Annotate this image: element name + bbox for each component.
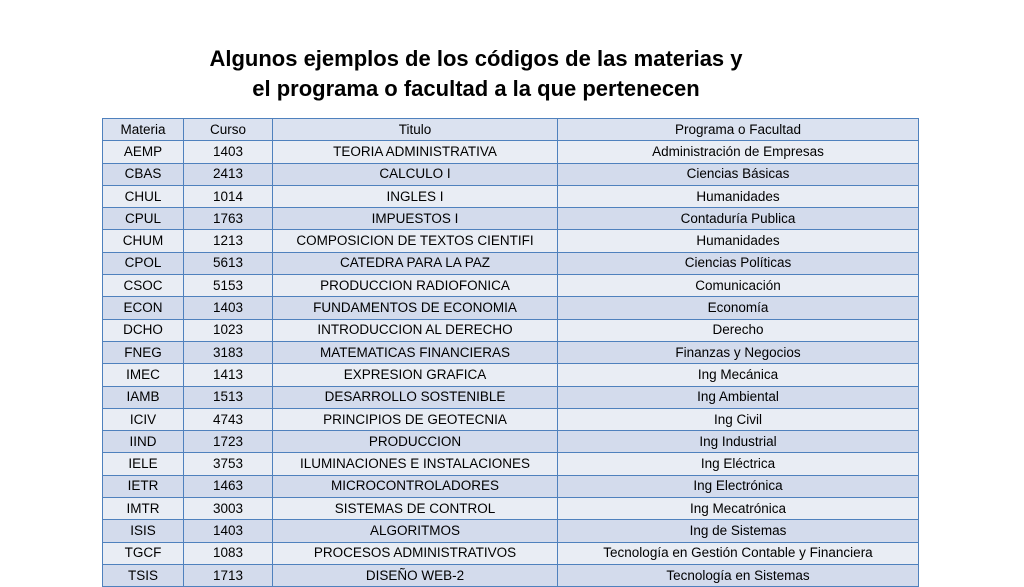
cell-titulo: SISTEMAS DE CONTROL: [273, 498, 558, 520]
cell-programa: Tecnología en Sistemas: [558, 564, 919, 586]
cell-programa: Ciencias Básicas: [558, 163, 919, 185]
cell-programa: Derecho: [558, 319, 919, 341]
cell-materia: CPUL: [103, 208, 184, 230]
cell-materia: ICIV: [103, 408, 184, 430]
cell-programa: Economía: [558, 297, 919, 319]
column-header-curso: Curso: [184, 119, 273, 141]
cell-curso: 1403: [184, 520, 273, 542]
cell-curso: 4743: [184, 408, 273, 430]
cell-titulo: IMPUESTOS I: [273, 208, 558, 230]
table-row: [103, 431, 919, 453]
cell-titulo: FUNDAMENTOS DE ECONOMIA: [273, 297, 558, 319]
cell-curso: 1413: [184, 364, 273, 386]
cell-materia: DCHO: [103, 319, 184, 341]
cell-titulo: DISEÑO WEB-2: [273, 564, 558, 586]
cell-programa: Ing Mecatrónica: [558, 498, 919, 520]
cell-materia: TGCF: [103, 542, 184, 564]
cell-programa: Administración de Empresas: [558, 141, 919, 163]
cell-materia: CHUL: [103, 185, 184, 207]
cell-programa: Tecnología en Gestión Contable y Financiera: [558, 542, 919, 564]
cell-programa: Ing Civil: [558, 408, 919, 430]
cell-curso: 1403: [184, 141, 273, 163]
table-row: [103, 230, 919, 252]
cell-materia: IAMB: [103, 386, 184, 408]
cell-materia: CSOC: [103, 275, 184, 297]
cell-programa: Ing Eléctrica: [558, 453, 919, 475]
table-row: [103, 498, 919, 520]
cell-programa: Comunicación: [558, 275, 919, 297]
cell-titulo: PRODUCCION RADIOFONICA: [273, 275, 558, 297]
cell-curso: 2413: [184, 163, 273, 185]
table-row: [103, 520, 919, 542]
course-codes-table: [102, 118, 919, 587]
cell-programa: Ing Ambiental: [558, 386, 919, 408]
cell-programa: Ing Industrial: [558, 431, 919, 453]
cell-programa: Ing de Sistemas: [558, 520, 919, 542]
table-row: [103, 297, 919, 319]
table-row: [103, 341, 919, 363]
cell-curso: 1403: [184, 297, 273, 319]
table-row: [103, 386, 919, 408]
column-header-programa: Programa o Facultad: [558, 119, 919, 141]
cell-programa: Humanidades: [558, 230, 919, 252]
cell-curso: 1213: [184, 230, 273, 252]
cell-materia: IMEC: [103, 364, 184, 386]
table-row: [103, 408, 919, 430]
cell-titulo: CALCULO I: [273, 163, 558, 185]
cell-curso: 3183: [184, 341, 273, 363]
cell-materia: TSIS: [103, 564, 184, 586]
slide-title: [0, 44, 952, 104]
cell-materia: IETR: [103, 475, 184, 497]
cell-programa: Ing Electrónica: [558, 475, 919, 497]
table-row: [103, 319, 919, 341]
table-row: [103, 185, 919, 207]
table-row: [103, 475, 919, 497]
cell-materia: ISIS: [103, 520, 184, 542]
cell-curso: 1723: [184, 431, 273, 453]
slide-title-line-2: el programa o facultad a la que pertenecen: [252, 76, 700, 101]
cell-titulo: MICROCONTROLADORES: [273, 475, 558, 497]
cell-titulo: MATEMATICAS FINANCIERAS: [273, 341, 558, 363]
cell-programa: Ing Mecánica: [558, 364, 919, 386]
table-row: [103, 141, 919, 163]
cell-materia: CBAS: [103, 163, 184, 185]
cell-curso: 1023: [184, 319, 273, 341]
cell-titulo: CATEDRA PARA LA PAZ: [273, 252, 558, 274]
cell-materia: IELE: [103, 453, 184, 475]
cell-materia: AEMP: [103, 141, 184, 163]
table-header-row: [103, 119, 919, 141]
cell-curso: 3003: [184, 498, 273, 520]
cell-titulo: ALGORITMOS: [273, 520, 558, 542]
cell-curso: 5153: [184, 275, 273, 297]
cell-programa: Contaduría Publica: [558, 208, 919, 230]
cell-programa: Humanidades: [558, 185, 919, 207]
cell-titulo: PROCESOS ADMINISTRATIVOS: [273, 542, 558, 564]
cell-curso: 1083: [184, 542, 273, 564]
cell-titulo: DESARROLLO SOSTENIBLE: [273, 386, 558, 408]
cell-titulo: EXPRESION GRAFICA: [273, 364, 558, 386]
cell-curso: 1014: [184, 185, 273, 207]
table-row: [103, 275, 919, 297]
cell-materia: CHUM: [103, 230, 184, 252]
table-body: [103, 141, 919, 587]
column-header-materia: Materia: [103, 119, 184, 141]
cell-programa: Ciencias Políticas: [558, 252, 919, 274]
cell-curso: 1713: [184, 564, 273, 586]
cell-curso: 1463: [184, 475, 273, 497]
cell-titulo: COMPOSICION DE TEXTOS CIENTIFI: [273, 230, 558, 252]
cell-materia: CPOL: [103, 252, 184, 274]
cell-titulo: PRODUCCION: [273, 431, 558, 453]
column-header-titulo: Titulo: [273, 119, 558, 141]
cell-curso: 5613: [184, 252, 273, 274]
table-row: [103, 163, 919, 185]
cell-curso: 3753: [184, 453, 273, 475]
cell-titulo: ILUMINACIONES E INSTALACIONES: [273, 453, 558, 475]
table-row: [103, 542, 919, 564]
cell-programa: Finanzas y Negocios: [558, 341, 919, 363]
cell-curso: 1763: [184, 208, 273, 230]
cell-curso: 1513: [184, 386, 273, 408]
cell-materia: IMTR: [103, 498, 184, 520]
cell-titulo: INTRODUCCION AL DERECHO: [273, 319, 558, 341]
table-row: [103, 208, 919, 230]
cell-titulo: INGLES I: [273, 185, 558, 207]
table-row: [103, 252, 919, 274]
cell-titulo: PRINCIPIOS DE GEOTECNIA: [273, 408, 558, 430]
cell-materia: ECON: [103, 297, 184, 319]
cell-materia: FNEG: [103, 341, 184, 363]
cell-materia: IIND: [103, 431, 184, 453]
cell-titulo: TEORIA ADMINISTRATIVA: [273, 141, 558, 163]
table-row: [103, 453, 919, 475]
slide-title-line-1: Algunos ejemplos de los códigos de las materias y: [209, 46, 743, 71]
table-row: [103, 364, 919, 386]
